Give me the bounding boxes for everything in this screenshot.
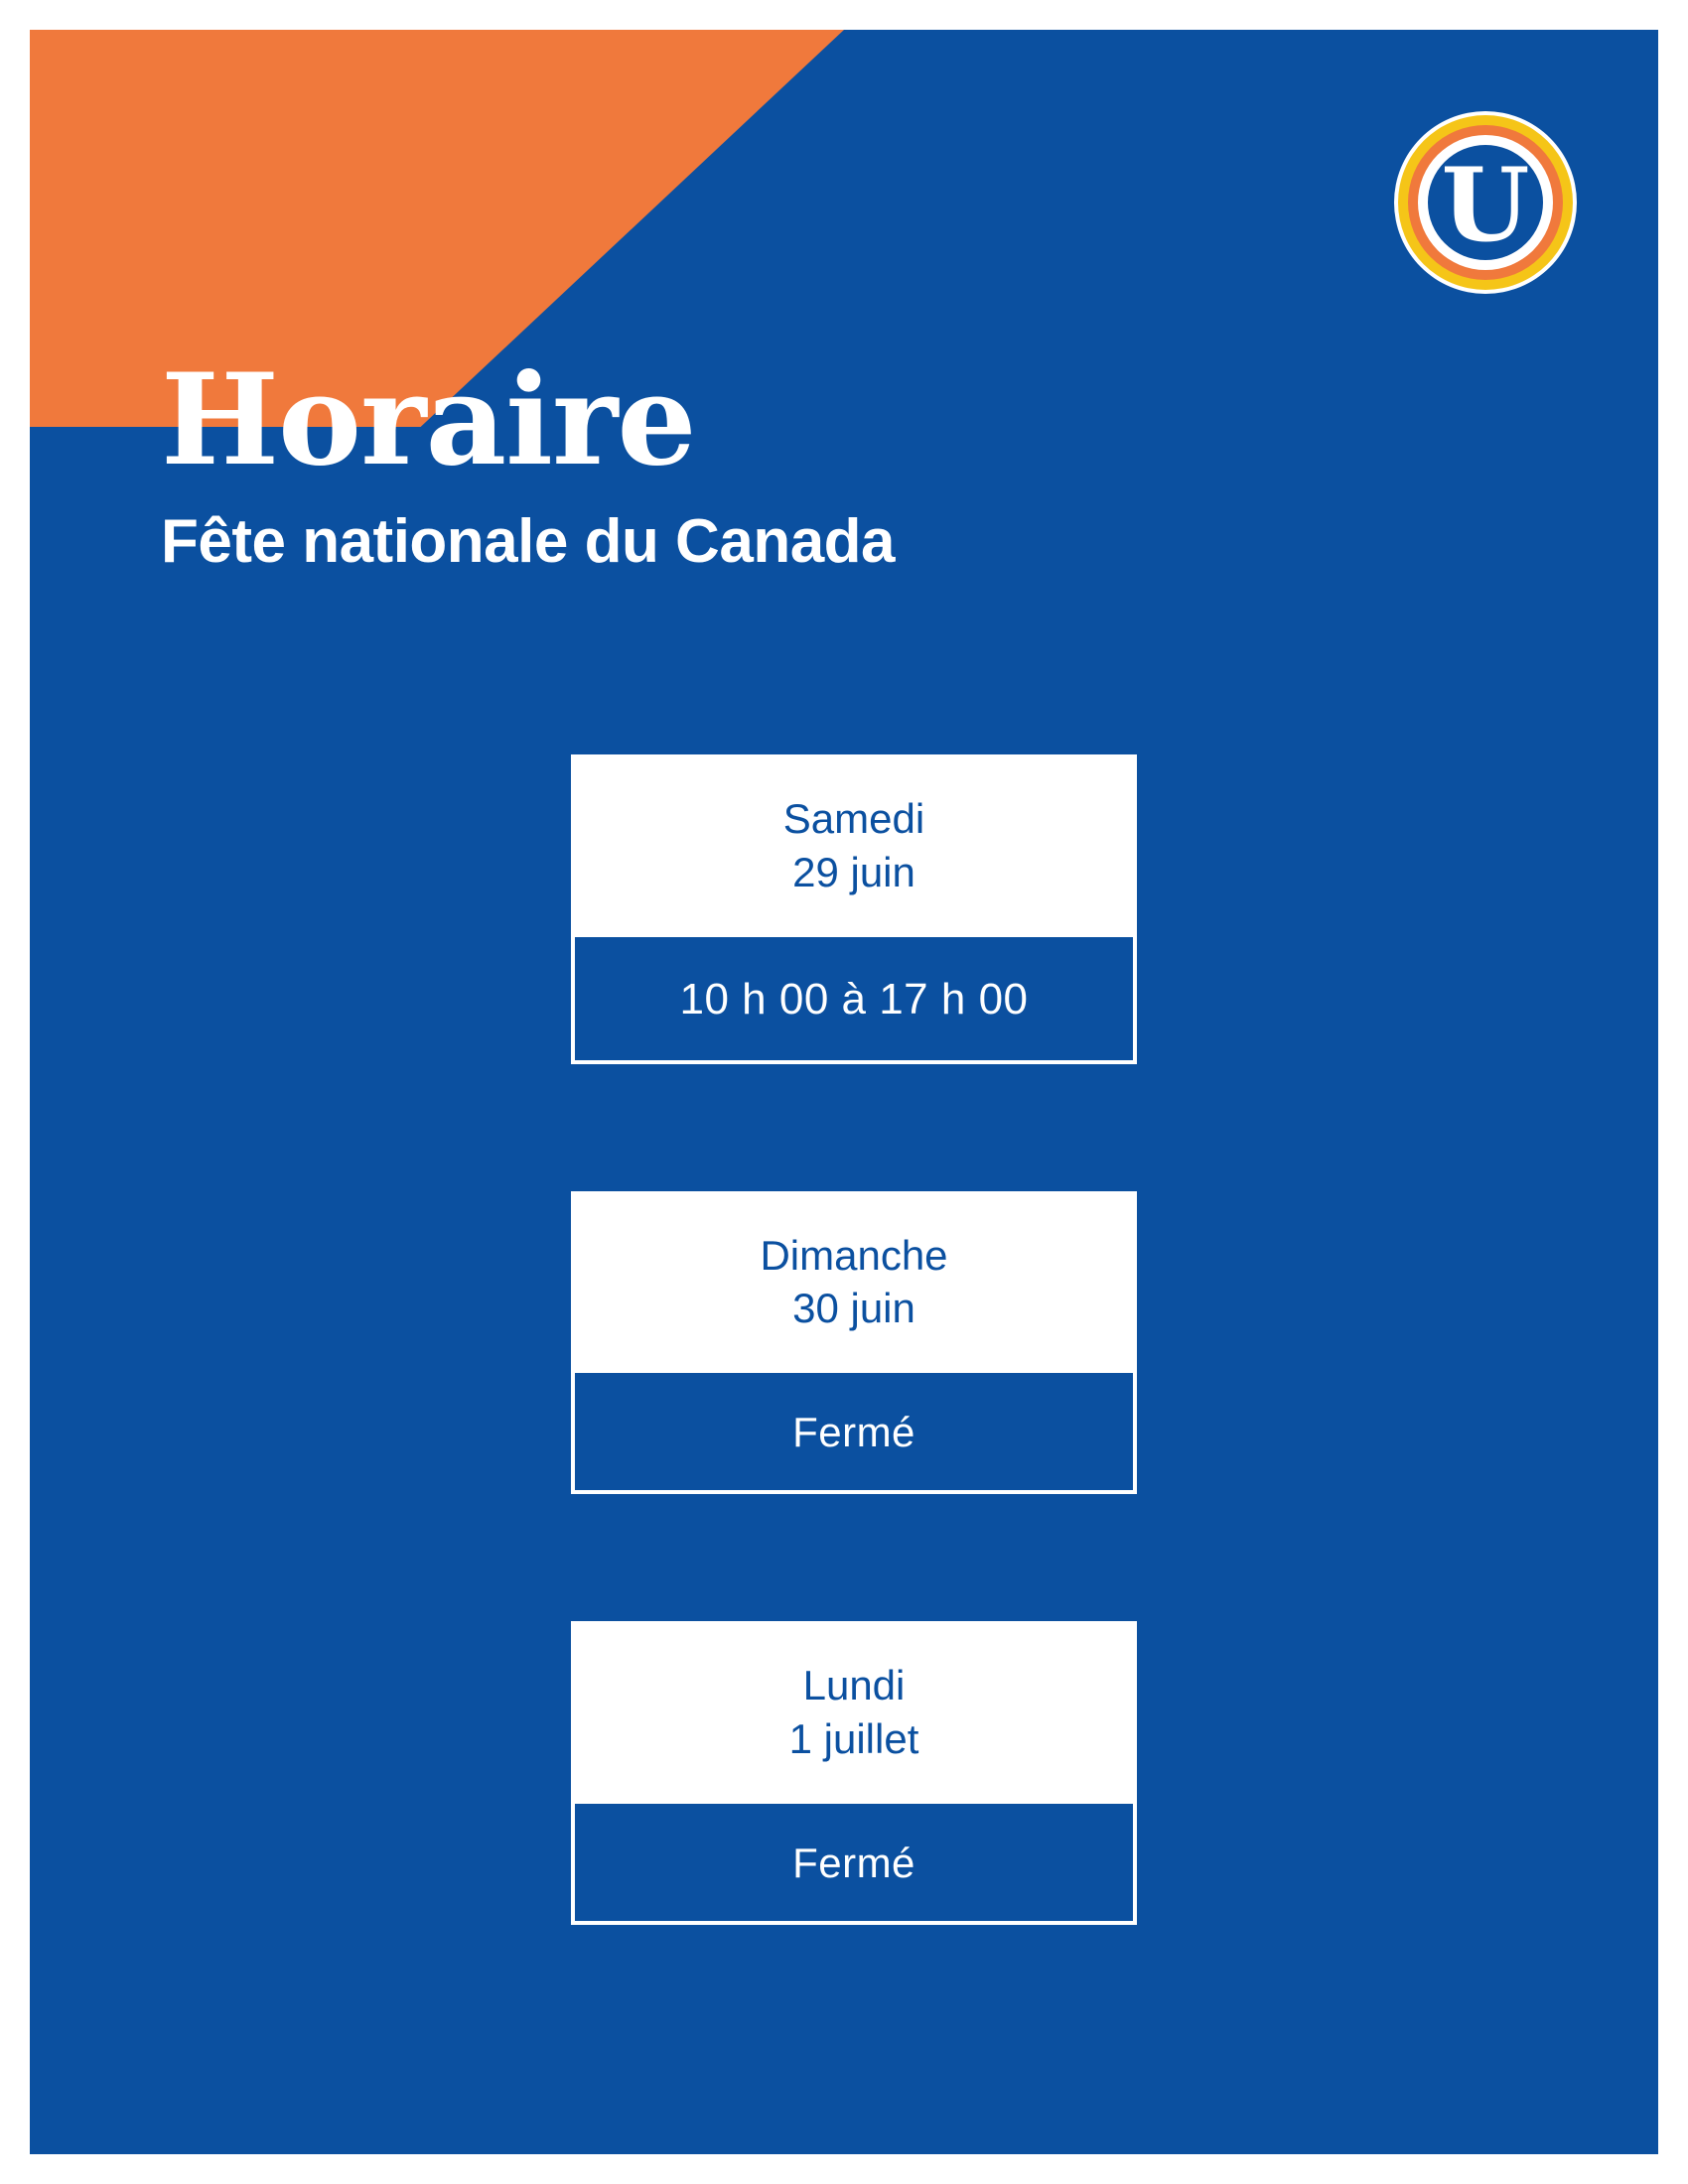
schedule-card — [571, 1621, 1137, 1925]
schedule-day-date: 29 juin — [792, 848, 915, 895]
page-title: Horaire — [161, 346, 696, 493]
schedule-day-name: Samedi — [782, 795, 925, 842]
logo-letter-u: U — [1441, 146, 1530, 265]
schedule-day-date: 30 juin — [792, 1285, 915, 1332]
schedule-card-day — [571, 1621, 1137, 1800]
title-block — [161, 346, 1352, 576]
poster — [30, 30, 1658, 2154]
schedule-card — [571, 1191, 1137, 1495]
schedule-day-date: 1 juillet — [788, 1714, 919, 1762]
schedule-card-hours: Fermé — [571, 1800, 1137, 1925]
schedule-list — [571, 754, 1137, 1925]
page-subtitle: Fête nationale du Canada — [161, 507, 896, 576]
schedule-card-day — [571, 754, 1137, 933]
schedule-day-name: Lundi — [802, 1662, 906, 1708]
university-logo — [1390, 107, 1581, 298]
schedule-card-hours: 10 h 00 à 17 h 00 — [571, 933, 1137, 1064]
schedule-card-hours: Fermé — [571, 1369, 1137, 1494]
schedule-card-day — [571, 1191, 1137, 1370]
schedule-card — [571, 754, 1137, 1064]
schedule-day-name: Dimanche — [760, 1231, 948, 1279]
